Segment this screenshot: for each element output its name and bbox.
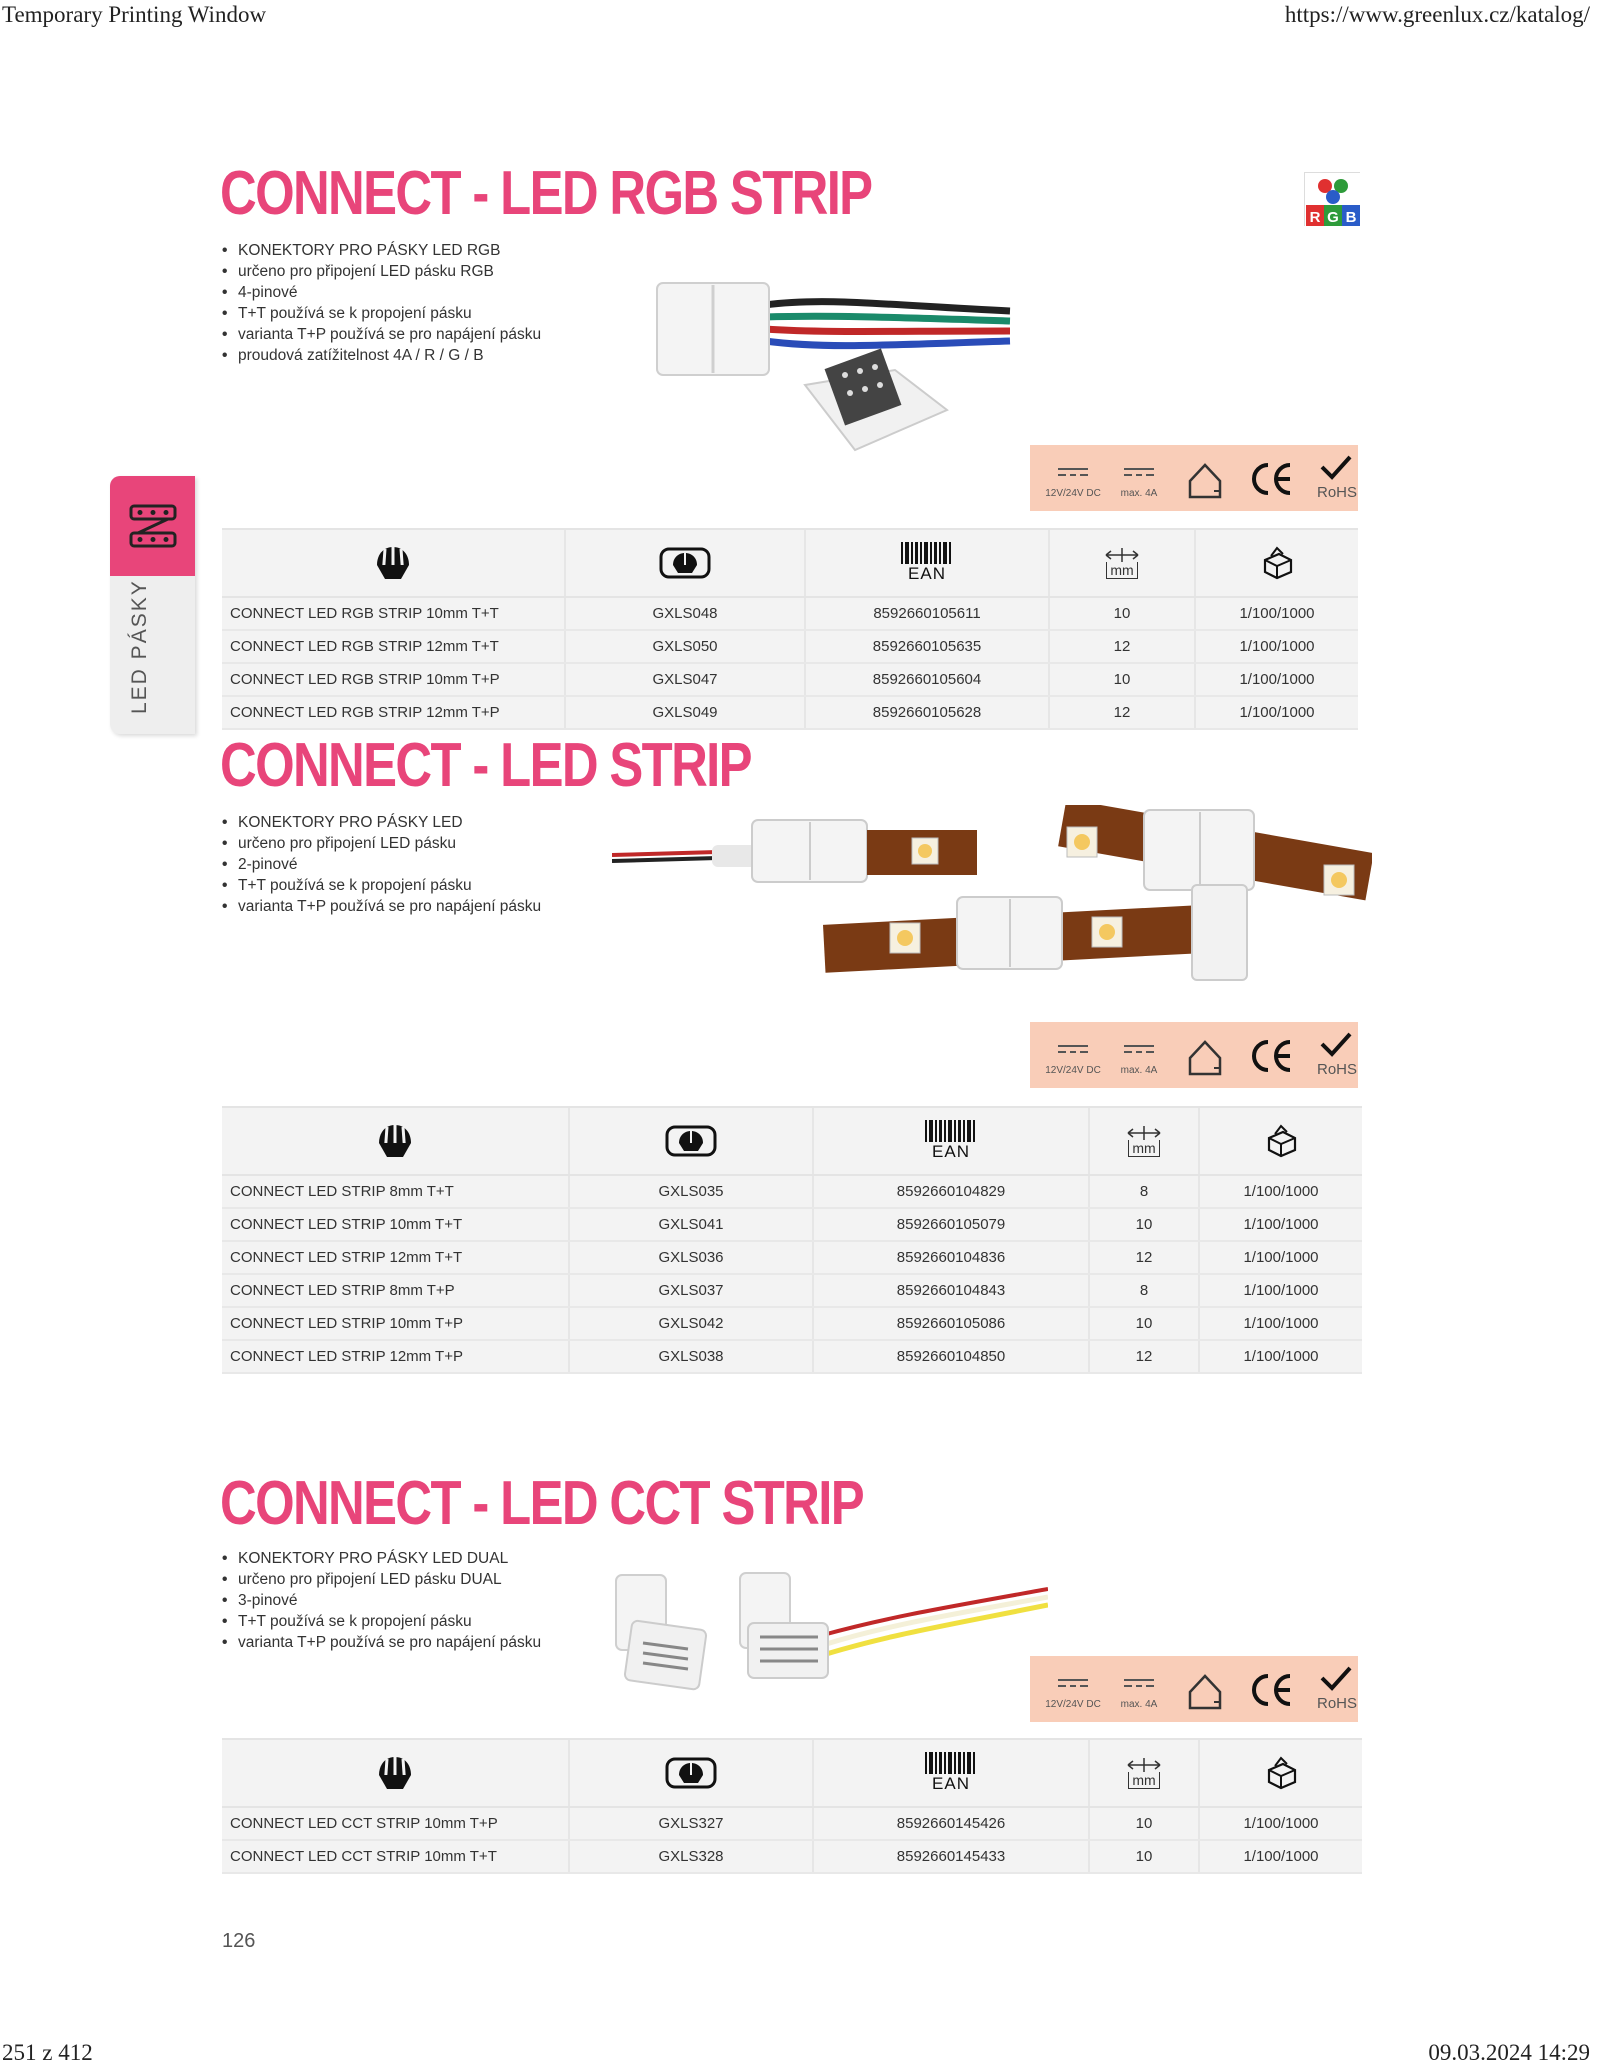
product-name: CONNECT LED STRIP 12mm T+P <box>222 1341 570 1372</box>
spec-icons-cct-strip <box>1030 1656 1358 1722</box>
product-code-column-icon <box>566 530 806 596</box>
feature-item: • 2-pinové <box>222 854 541 875</box>
current-label: max. 4A <box>1120 1699 1158 1710</box>
product-name: CONNECT LED STRIP 10mm T+T <box>222 1209 570 1240</box>
table-header <box>222 1108 1362 1176</box>
table-row <box>222 1275 1362 1308</box>
feature-item: • proudová zatížitelnost 4A / R / G / B <box>222 345 541 366</box>
product-table-led-strip <box>222 1106 1362 1374</box>
product-name: CONNECT LED STRIP 10mm T+P <box>222 1308 570 1339</box>
product-code-column-icon <box>570 1108 814 1174</box>
product-code: GXLS048 <box>566 598 806 629</box>
product-code: GXLS038 <box>570 1341 814 1372</box>
product-size: 10 <box>1090 1841 1200 1872</box>
voltage-icon <box>1040 445 1106 511</box>
product-code: GXLS042 <box>570 1308 814 1339</box>
table-row <box>222 1209 1362 1242</box>
product-code: GXLS328 <box>570 1841 814 1872</box>
product-name: CONNECT LED CCT STRIP 10mm T+P <box>222 1808 570 1839</box>
product-code: GXLS035 <box>570 1176 814 1207</box>
rohs-icon <box>1304 445 1370 511</box>
product-table-cct-strip <box>222 1738 1362 1874</box>
product-ean: 8592660105079 <box>814 1209 1090 1240</box>
indoor-house-icon <box>1172 1022 1238 1088</box>
product-ean: 8592660105086 <box>814 1308 1090 1339</box>
product-name-column-icon <box>222 1740 570 1806</box>
voltage-label: 12V/24V DC <box>1045 1699 1101 1710</box>
product-name: CONNECT LED STRIP 8mm T+P <box>222 1275 570 1306</box>
table-row <box>222 1341 1362 1374</box>
product-name-column-icon <box>222 530 566 596</box>
product-name: CONNECT LED RGB STRIP 12mm T+P <box>222 697 566 728</box>
product-code: GXLS041 <box>570 1209 814 1240</box>
voltage-icon <box>1040 1022 1106 1088</box>
size-column-icon <box>1090 1108 1200 1174</box>
product-size: 10 <box>1050 664 1196 695</box>
product-name-column-icon <box>222 1108 570 1174</box>
page-counter: 251 z 412 <box>2 2040 93 2065</box>
product-name: CONNECT LED RGB STRIP 12mm T+T <box>222 631 566 662</box>
product-code: GXLS037 <box>570 1275 814 1306</box>
table-header <box>222 530 1358 598</box>
svg-text:R: R <box>1309 209 1321 226</box>
ean-header-label: EAN <box>932 1142 970 1161</box>
size-column-icon <box>1050 530 1196 596</box>
product-ean: 8592660145433 <box>814 1841 1090 1872</box>
print-datetime: 09.03.2024 14:29 <box>1428 2040 1590 2065</box>
voltage-label: 12V/24V DC <box>1045 488 1101 499</box>
spec-icons-rgb <box>1030 445 1358 511</box>
product-pack: 1/100/1000 <box>1243 1315 1319 1332</box>
ean-header-label: EAN <box>908 564 946 583</box>
table-row <box>222 664 1358 697</box>
current-label: max. 4A <box>1120 1065 1158 1076</box>
indoor-house-icon <box>1172 445 1238 511</box>
product-pack: 1/100/1000 <box>1239 638 1315 655</box>
product-code: GXLS036 <box>570 1242 814 1273</box>
rohs-label: RoHS <box>1316 1061 1358 1078</box>
mm-header-label: mm <box>1128 1140 1159 1157</box>
product-pack: 1/100/1000 <box>1239 704 1315 721</box>
window-title: Temporary Printing Window <box>2 2 267 27</box>
rohs-icon <box>1304 1022 1370 1088</box>
led-strip-category-icon <box>110 476 195 576</box>
feature-item: • T+T používá se k propojení pásku <box>222 303 541 324</box>
feature-item: • určeno pro připojení LED pásku RGB <box>222 261 541 282</box>
rgb-badge-icon <box>1304 172 1360 226</box>
table-row <box>222 1242 1362 1275</box>
product-ean: 8592660105611 <box>806 598 1050 629</box>
table-row <box>222 631 1358 664</box>
rgb-connector-image <box>655 275 1025 465</box>
spec-icons-led-strip <box>1030 1022 1358 1088</box>
product-name: CONNECT LED RGB STRIP 10mm T+T <box>222 598 566 629</box>
product-code: GXLS047 <box>566 664 806 695</box>
product-code: GXLS050 <box>566 631 806 662</box>
product-size: 12 <box>1050 631 1196 662</box>
product-code: GXLS327 <box>570 1808 814 1839</box>
feature-item: • 3-pinové <box>222 1590 541 1611</box>
section-title-rgb: CONNECT - LED RGB STRIP <box>220 159 872 228</box>
product-size: 8 <box>1090 1176 1200 1207</box>
ean-column-icon <box>806 530 1050 596</box>
mm-header-label: mm <box>1128 1772 1159 1789</box>
current-icon <box>1106 1656 1172 1722</box>
product-ean: 8592660104850 <box>814 1341 1090 1372</box>
feature-item: • KONEKTORY PRO PÁSKY LED RGB <box>222 240 541 261</box>
ce-mark-icon <box>1238 1656 1304 1722</box>
indoor-house-icon <box>1172 1656 1238 1722</box>
product-ean: 8592660145426 <box>814 1808 1090 1839</box>
product-size: 10 <box>1090 1209 1200 1240</box>
svg-text:B: B <box>1345 209 1357 226</box>
feature-item: • určeno pro připojení LED pásku <box>222 833 541 854</box>
product-name: CONNECT LED CCT STRIP 10mm T+T <box>222 1841 570 1872</box>
feature-item: • T+T používá se k propojení pásku <box>222 1611 541 1632</box>
page-url[interactable]: https://www.greenlux.cz/katalog/ <box>1284 2 1590 27</box>
ce-mark-icon <box>1238 445 1304 511</box>
table-row <box>222 1308 1362 1341</box>
mm-header-label: mm <box>1106 562 1137 579</box>
ce-mark-icon <box>1238 1022 1304 1088</box>
product-size: 8 <box>1090 1275 1200 1306</box>
table-row <box>222 697 1358 730</box>
product-code-column-icon <box>570 1740 814 1806</box>
product-size: 10 <box>1050 598 1196 629</box>
product-name: CONNECT LED RGB STRIP 10mm T+P <box>222 664 566 695</box>
product-ean: 8592660104836 <box>814 1242 1090 1273</box>
table-row <box>222 598 1358 631</box>
package-column-icon <box>1200 1740 1362 1806</box>
cct-connector-image <box>608 1565 1048 1715</box>
ean-column-icon <box>814 1740 1090 1806</box>
product-pack: 1/100/1000 <box>1243 1183 1319 1200</box>
product-pack: 1/100/1000 <box>1243 1216 1319 1233</box>
size-column-icon <box>1090 1740 1200 1806</box>
ean-column-icon <box>814 1108 1090 1174</box>
product-name: CONNECT LED STRIP 8mm T+T <box>222 1176 570 1207</box>
rohs-label: RoHS <box>1316 484 1358 501</box>
section-title-cct-strip: CONNECT - LED CCT STRIP <box>220 1469 863 1538</box>
product-pack: 1/100/1000 <box>1243 1815 1319 1832</box>
feature-item: • varianta T+P používá se pro napájení pásku <box>222 896 541 917</box>
product-ean: 8592660105635 <box>806 631 1050 662</box>
table-header <box>222 1740 1362 1808</box>
product-table-rgb <box>222 528 1358 730</box>
feature-item: • určeno pro připojení LED pásku DUAL <box>222 1569 541 1590</box>
feature-item: • varianta T+P používá se pro napájení pásku <box>222 1632 541 1653</box>
table-row <box>222 1176 1362 1209</box>
product-name: CONNECT LED STRIP 12mm T+T <box>222 1242 570 1273</box>
rohs-label: RoHS <box>1316 1695 1358 1712</box>
product-size: 10 <box>1090 1308 1200 1339</box>
product-pack: 1/100/1000 <box>1243 1282 1319 1299</box>
product-ean: 8592660104829 <box>814 1176 1090 1207</box>
package-column-icon <box>1196 530 1358 596</box>
rohs-icon <box>1304 1656 1370 1722</box>
product-pack: 1/100/1000 <box>1243 1249 1319 1266</box>
product-ean: 8592660105604 <box>806 664 1050 695</box>
ean-header-label: EAN <box>932 1774 970 1793</box>
current-icon <box>1106 1022 1172 1088</box>
led-strip-connector-image <box>612 805 1372 985</box>
feature-item: • KONEKTORY PRO PÁSKY LED <box>222 812 541 833</box>
page-number: 126 <box>222 1930 256 1952</box>
current-label: max. 4A <box>1120 488 1158 499</box>
product-size: 12 <box>1090 1242 1200 1273</box>
product-ean: 8592660104843 <box>814 1275 1090 1306</box>
voltage-icon <box>1040 1656 1106 1722</box>
product-pack: 1/100/1000 <box>1239 671 1315 688</box>
product-size: 12 <box>1050 697 1196 728</box>
product-pack: 1/100/1000 <box>1243 1348 1319 1365</box>
feature-item: • varianta T+P používá se pro napájení pásku <box>222 324 541 345</box>
table-row <box>222 1808 1362 1841</box>
feature-list-rgb <box>222 240 541 366</box>
svg-text:G: G <box>1327 209 1339 226</box>
product-pack: 1/100/1000 <box>1243 1848 1319 1865</box>
package-column-icon <box>1200 1108 1362 1174</box>
feature-item: • KONEKTORY PRO PÁSKY LED DUAL <box>222 1548 541 1569</box>
feature-item: • T+T používá se k propojení pásku <box>222 875 541 896</box>
feature-item: • 4-pinové <box>222 282 541 303</box>
product-size: 10 <box>1090 1808 1200 1839</box>
voltage-label: 12V/24V DC <box>1045 1065 1101 1076</box>
product-size: 12 <box>1090 1341 1200 1372</box>
feature-list-led-strip <box>222 812 541 917</box>
category-side-tab <box>110 476 195 734</box>
product-ean: 8592660105628 <box>806 697 1050 728</box>
table-row <box>222 1841 1362 1874</box>
section-title-led-strip: CONNECT - LED STRIP <box>220 731 751 800</box>
product-code: GXLS049 <box>566 697 806 728</box>
current-icon <box>1106 445 1172 511</box>
sidebar-category-label: LED PÁSKY <box>128 579 151 714</box>
product-pack: 1/100/1000 <box>1239 605 1315 622</box>
feature-list-cct-strip <box>222 1548 541 1653</box>
